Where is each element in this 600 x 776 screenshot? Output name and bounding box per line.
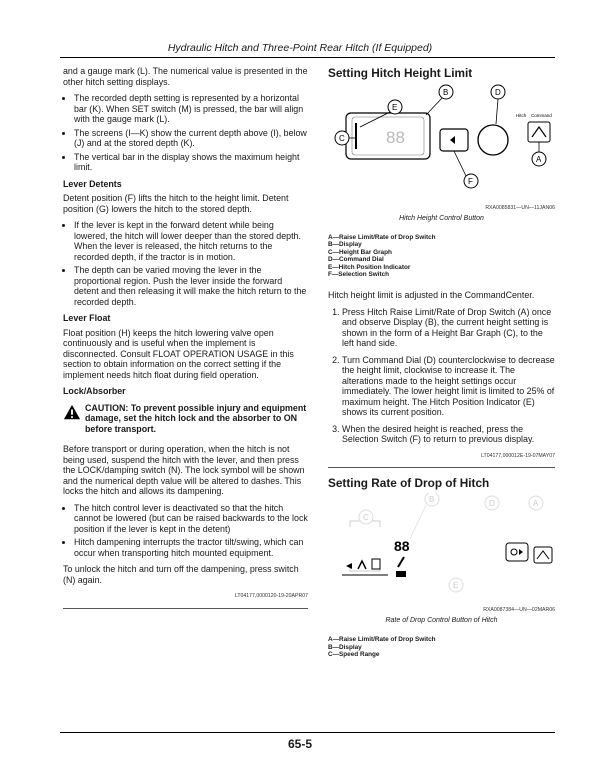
legend-item: E—Hitch Position Indicator [328, 263, 411, 271]
warning-triangle-icon [63, 404, 81, 420]
right-column [328, 66, 555, 671]
section-heading-drop-rate: Setting Rate of Drop of Hitch [328, 476, 490, 491]
float-heading: Lever Float [63, 313, 111, 323]
legend-item: A—Raise Limit/Rate of Drop Switch [328, 636, 436, 644]
command-label: Command [531, 112, 552, 118]
bullet-list-2 [63, 220, 308, 307]
list-item: • Hitch dampening interrupts the tractor tilt/swing, which can occur when transporting hitch mounted equipment. [74, 537, 308, 558]
legend-drop-rate [328, 636, 555, 658]
bullet-list-1 [63, 93, 308, 173]
list-item: 3. When the desired height is reached, press the Selection Switch (F) to return to previous display. [342, 424, 555, 445]
legend-item: B—Display [328, 643, 362, 651]
figure-drop-rate [328, 493, 555, 627]
detents-heading: Lever Detents [63, 178, 122, 189]
svg-text:C: C [339, 133, 345, 143]
adjust-text: Hitch height limit is adjusted in the CommandCenter. [328, 290, 535, 301]
list-item: • The hitch control lever is deactivated so that the hitch cannot be lowered (but can be raised backwards to the lock position if the lever is kept in the detent) [74, 503, 308, 535]
list-item: • The depth can be varied moving the lever in the proportional region. Push the lever inside the forward detent and then releasing it will make the hitch return to the recorded depth. [74, 265, 308, 307]
caution-block [63, 403, 308, 435]
figure-height-control [328, 83, 555, 225]
bullet-list-3 [63, 503, 308, 559]
svg-text:A: A [536, 154, 542, 164]
lock-text: Before transport or during operation, when the hitch is not being used, suspend the hitch with the lever, and then press the LOCK/damping switch (N). The lock symbol will be shown and the numerical depth value will be altered to dashes. This locks the hitch and allows its dampening. [63, 444, 305, 496]
list-item: • The screens (I—K) show the current depth above (I), below (J) and at the stored depth (K). [74, 128, 308, 149]
svg-text:C: C [363, 512, 369, 522]
page-number: 65-5 [287, 737, 313, 751]
svg-text:D: D [495, 87, 501, 97]
display-value: 88 [394, 537, 410, 554]
drop-rate-illustration [328, 493, 555, 603]
legend-item: D—Command Dial [328, 256, 384, 264]
right-ref-rule [328, 467, 555, 468]
svg-text:A: A [533, 498, 539, 508]
legend-item: B—Display [328, 241, 362, 249]
list-item: 1. Press Hitch Raise Limit/Rate of Drop Switch (A) once and observe Display (B), the current height setting is shown in the form of a Height Bar Graph (C), to the left hand side. [342, 307, 555, 349]
caution-text: CAUTION: To prevent possible injury and equipment damage, set the hitch lock and the absorber to ON before transport. [85, 402, 307, 434]
figure-caption: Rate of Drop Control Button of Hitch [385, 616, 498, 624]
right-ref: LT04177,000012E-19-07MAY07 [481, 452, 555, 459]
intro-text: and a gauge mark (L). The numerical value is presented in the other hitch setting displays. [63, 66, 308, 87]
footer-rule [60, 732, 555, 733]
list-item: • The vertical bar in the display shows the maximum height limit. [74, 152, 308, 173]
svg-text:F: F [468, 176, 473, 186]
height-control-illustration [328, 83, 555, 201]
hitch-label: Hitch [516, 112, 527, 118]
svg-text:B: B [443, 87, 449, 97]
lock-heading: Lock/Absorber [63, 386, 126, 396]
list-item: • The recorded depth setting is represented by a horizontal bar (K). When SET switch (M) is pressed, the bar will align with the gauge mark (L). [74, 93, 308, 125]
svg-text:E: E [392, 102, 398, 112]
svg-text:E: E [453, 580, 459, 590]
list-item: • If the lever is kept in the forward detent while being lowered, the hitch will lower deeper than the stored depth. When the lever is released, the hitch returns to the recorded depth, if the tractor is in motion. [74, 220, 308, 262]
float-text: Float position (H) keeps the hitch lowering valve open continuously and is useful when the implement is disconnected. Consult FLOAT OPERATION USAGE in this section to obtain information on the correct setting if the implement needs hitch float during field operation. [63, 327, 294, 380]
figure-caption: Hitch Height Control Button [399, 214, 484, 222]
left-ref: LT04177,0000120-19-20APR07 [234, 593, 308, 599]
svg-text:B: B [429, 494, 435, 504]
display-value: 88 [386, 127, 405, 147]
running-header: Hydraulic Hitch and Three-Point Rear Hitch (If Equipped) [167, 42, 433, 54]
legend-item: A—Raise Limit/Rate of Drop Switch [328, 234, 436, 241]
svg-text:D: D [489, 498, 495, 508]
left-column [63, 66, 308, 619]
figure-ref: RXA0085831—UN—11JAN06 [485, 205, 555, 211]
legend-item: C—Height Bar Graph [328, 248, 392, 256]
detents-text: Detent position (F) lifts the hitch to the height limit. Detent position (G) lowers the hitch to the stored depth. [63, 193, 289, 214]
legend-item: F—Selection Switch [328, 271, 390, 279]
figure-ref: RXA0087384—UN—02MAR06 [483, 607, 555, 614]
header-rule [60, 57, 555, 58]
unlock-text: To unlock the hitch and turn off the dampening, press switch (N) again. [63, 564, 299, 585]
legend-height [328, 234, 555, 278]
section-heading-height: Setting Hitch Height Limit [328, 66, 473, 80]
left-ref-rule [63, 608, 308, 609]
legend-item: C—Speed Range [328, 651, 380, 659]
steps-list [328, 307, 555, 445]
list-item: 2. Turn Command Dial (D) counterclockwise to decrease the height limit, clockwise to increase it. The alterations made to the height settings occur immediately. The lower height limit is limited to 25% of maximum height. The Hitch Position Indicator (E) shows its current position. [342, 355, 555, 418]
